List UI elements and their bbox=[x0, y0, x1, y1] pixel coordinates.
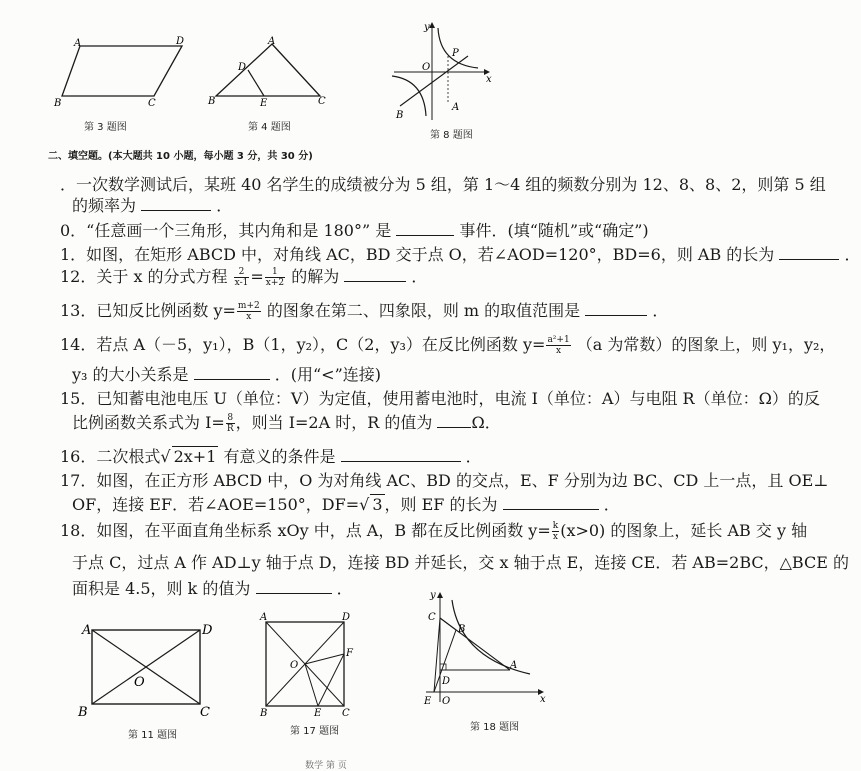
q10-text-1: 0．“任意画一个三角形，其内角和是 180°” 是 bbox=[60, 221, 392, 240]
figure-8-hyperbola bbox=[388, 20, 498, 125]
label-B: B bbox=[260, 708, 268, 719]
question-18-line-2: 于点 C，过点 A 作 AD⊥y 轴于点 D，连接 BD 并延长，交 x 轴于点 E，连接 CE．若 AB=2BC，△BCE 的 bbox=[72, 553, 849, 572]
q15-unit: Ω． bbox=[471, 413, 501, 432]
q18-text-1: 18．如图，在平面直角坐标系 xOy 中，点 A，B 都在反比例函数 y= bbox=[60, 521, 551, 540]
q9-end: ． bbox=[216, 196, 233, 215]
figure-11-rectangle bbox=[80, 620, 215, 720]
q11-end: ． bbox=[844, 245, 861, 264]
label-x: x bbox=[540, 694, 546, 705]
label-B: B bbox=[458, 624, 466, 635]
q16-text-2: 有意义的条件是 bbox=[223, 447, 336, 466]
label-x: x bbox=[486, 74, 492, 85]
figure-17-square bbox=[256, 612, 356, 719]
q13-text-1: 13．已知反比例函数 y= bbox=[60, 301, 236, 320]
label-C: C bbox=[148, 98, 156, 109]
q17-end: ． bbox=[603, 495, 620, 514]
question-9-line-2 bbox=[72, 193, 232, 216]
q14-text-4: ．(用“<”连接) bbox=[274, 365, 381, 384]
section-title: 二、填空题。(本大题共 10 小题，每小题 3 分，共 30 分) bbox=[48, 151, 313, 162]
label-O: O bbox=[422, 62, 431, 73]
q17-radicand: 3 bbox=[372, 495, 383, 514]
figure-4-caption: 第 4 题图 bbox=[248, 122, 291, 133]
q15-text-1: 比例函数关系式为 I= bbox=[72, 413, 225, 432]
q16-text-1: 16．二次根式 bbox=[60, 447, 161, 466]
label-P: P bbox=[452, 48, 459, 59]
q12-text-2: 的解为 bbox=[291, 267, 340, 286]
label-E: E bbox=[260, 98, 268, 109]
q14-text-1: 14．若点 A（－5，y₁），B（1，y₂），C（2，y₃）在反比例函数 y= bbox=[60, 335, 546, 354]
label-C: C bbox=[342, 708, 350, 719]
q12-text-1: 12．关于 x 的分式方程 bbox=[60, 267, 228, 286]
page-footer: 数学 第 页 bbox=[305, 761, 347, 771]
label-B: B bbox=[208, 96, 216, 107]
label-E: E bbox=[424, 696, 432, 707]
q17-answer-blank[interactable] bbox=[503, 509, 599, 510]
q14-fraction: $\frac{\text{a²+1}}{x}$ bbox=[547, 335, 570, 356]
label-C: C bbox=[428, 612, 436, 623]
q14-text-3: y₃ 的大小关系是 bbox=[72, 365, 189, 384]
label-O: O bbox=[442, 696, 451, 707]
q10-text-2: 事件．(填“随机”或“确定”) bbox=[459, 221, 649, 240]
q12-equals: = bbox=[250, 267, 264, 286]
figure-4-triangle bbox=[208, 38, 328, 108]
q14-text-2: （a 为常数）的图象上，则 y₁，y₂， bbox=[576, 335, 836, 354]
q13-answer-blank[interactable] bbox=[585, 315, 647, 316]
q15-answer-blank[interactable] bbox=[437, 427, 471, 428]
label-D: D bbox=[176, 36, 185, 47]
q18-text-2: (x>0) 的图象上，延长 AB 交 y 轴 bbox=[560, 521, 808, 540]
figure-17-caption: 第 17 题图 bbox=[290, 726, 340, 737]
label-C: C bbox=[318, 96, 326, 107]
figure-8-caption: 第 8 题图 bbox=[430, 130, 473, 141]
q16-answer-blank[interactable] bbox=[341, 461, 461, 462]
q18-fraction: $\frac{k}{x}$ bbox=[552, 521, 559, 542]
label-D: D bbox=[342, 612, 351, 623]
label-A: A bbox=[260, 612, 268, 623]
q17-text-2: ，则 EF 的长为 bbox=[384, 495, 498, 514]
figure-3-parallelogram bbox=[54, 36, 190, 109]
label-y: y bbox=[430, 590, 436, 601]
q11-answer-blank[interactable] bbox=[779, 259, 839, 260]
label-D: D bbox=[202, 623, 213, 638]
label-B: B bbox=[54, 98, 62, 109]
label-A: A bbox=[74, 38, 82, 49]
label-y: y bbox=[424, 22, 430, 33]
label-C: C bbox=[200, 705, 210, 720]
label-A: A bbox=[82, 623, 92, 638]
q11-text: 1．如图，在矩形 ABCD 中，对角线 AC，BD 交于点 O，若∠AOD=120°，BD=6，则 AB 的长为 bbox=[60, 245, 775, 264]
label-D: D bbox=[442, 676, 451, 687]
label-O: O bbox=[290, 660, 299, 671]
question-18-line-3 bbox=[72, 576, 353, 599]
label-O: O bbox=[134, 675, 145, 690]
q15-fraction: $\frac{8}{R}$ bbox=[226, 413, 234, 434]
label-F: F bbox=[346, 648, 353, 659]
q9-answer-blank[interactable] bbox=[141, 210, 211, 211]
label-E: E bbox=[314, 708, 322, 719]
q12-answer-blank[interactable] bbox=[344, 281, 406, 282]
question-12 bbox=[60, 264, 427, 288]
q12-fraction-2: $\frac{1}{x+2}$ bbox=[265, 267, 285, 288]
q12-fraction-1: $\frac{2}{x-1}$ bbox=[234, 267, 249, 288]
question-15-line-1: 15．已知蓄电池电压 U（单位：V）为定值，使用蓄电池时，电流 I（单位：A）与电阻 R（单位：Ω）的反 bbox=[60, 389, 820, 408]
q13-text-2: 的图象在第二、四象限，则 m 的取值范围是 bbox=[266, 301, 581, 320]
question-18-line-1 bbox=[60, 518, 807, 542]
q18-end: ． bbox=[336, 579, 353, 598]
q17-text-1: OF，连接 EF．若∠AOE=150°，DF= bbox=[72, 495, 360, 514]
question-17-line-1: 17．如图，在正方形 ABCD 中，O 为对角线 AC、BD 的交点，E、F 分别为边 BC、CD 上一点，且 OE⊥ bbox=[60, 471, 829, 490]
q13-end: ． bbox=[652, 301, 669, 320]
question-17-line-2: OF，连接 EF．若∠AOE=150°，DF=√ 3 ，则 EF 的长为 ． bbox=[72, 495, 620, 514]
q12-end: ． bbox=[411, 267, 428, 286]
question-10 bbox=[60, 218, 649, 241]
q16-radicand: 2x+1 bbox=[173, 447, 217, 466]
q18-answer-blank[interactable] bbox=[256, 593, 332, 594]
figure-18-caption: 第 18 题图 bbox=[470, 722, 520, 733]
label-A: A bbox=[510, 660, 518, 671]
question-9-line-1: ．一次数学测试后，某班 40 名学生的成绩被分为 5 组，第 1～4 组的频数分别为 12、8、8、2，则第 5 组 bbox=[60, 175, 826, 194]
figure-3-caption: 第 3 题图 bbox=[84, 122, 127, 133]
q18-text-3: 面积是 4.5，则 k 的值为 bbox=[72, 579, 251, 598]
label-A: A bbox=[268, 36, 276, 47]
q16-end: ． bbox=[465, 447, 482, 466]
q14-answer-blank[interactable] bbox=[194, 379, 270, 380]
question-15-line-2 bbox=[72, 410, 501, 434]
question-14-line-1 bbox=[60, 332, 835, 356]
label-A: A bbox=[452, 102, 460, 113]
figure-18-coordinate bbox=[412, 588, 552, 708]
label-D: D bbox=[238, 62, 247, 73]
question-16: 16．二次根式√ 2x+1 有意义的条件是 ． bbox=[60, 447, 482, 466]
q13-fraction: $\frac{m+2}{x}$ bbox=[237, 301, 260, 322]
question-11 bbox=[60, 242, 861, 265]
q9-text: 的频率为 bbox=[72, 196, 137, 215]
question-13 bbox=[60, 298, 668, 322]
figure-11-caption: 第 11 题图 bbox=[128, 730, 178, 741]
q15-text-2: ，则当 I=2A 时，R 的值为 bbox=[235, 413, 433, 432]
label-B: B bbox=[78, 705, 88, 720]
label-B: B bbox=[396, 110, 404, 121]
question-14-line-2 bbox=[72, 362, 381, 385]
q10-answer-blank[interactable] bbox=[396, 235, 454, 236]
